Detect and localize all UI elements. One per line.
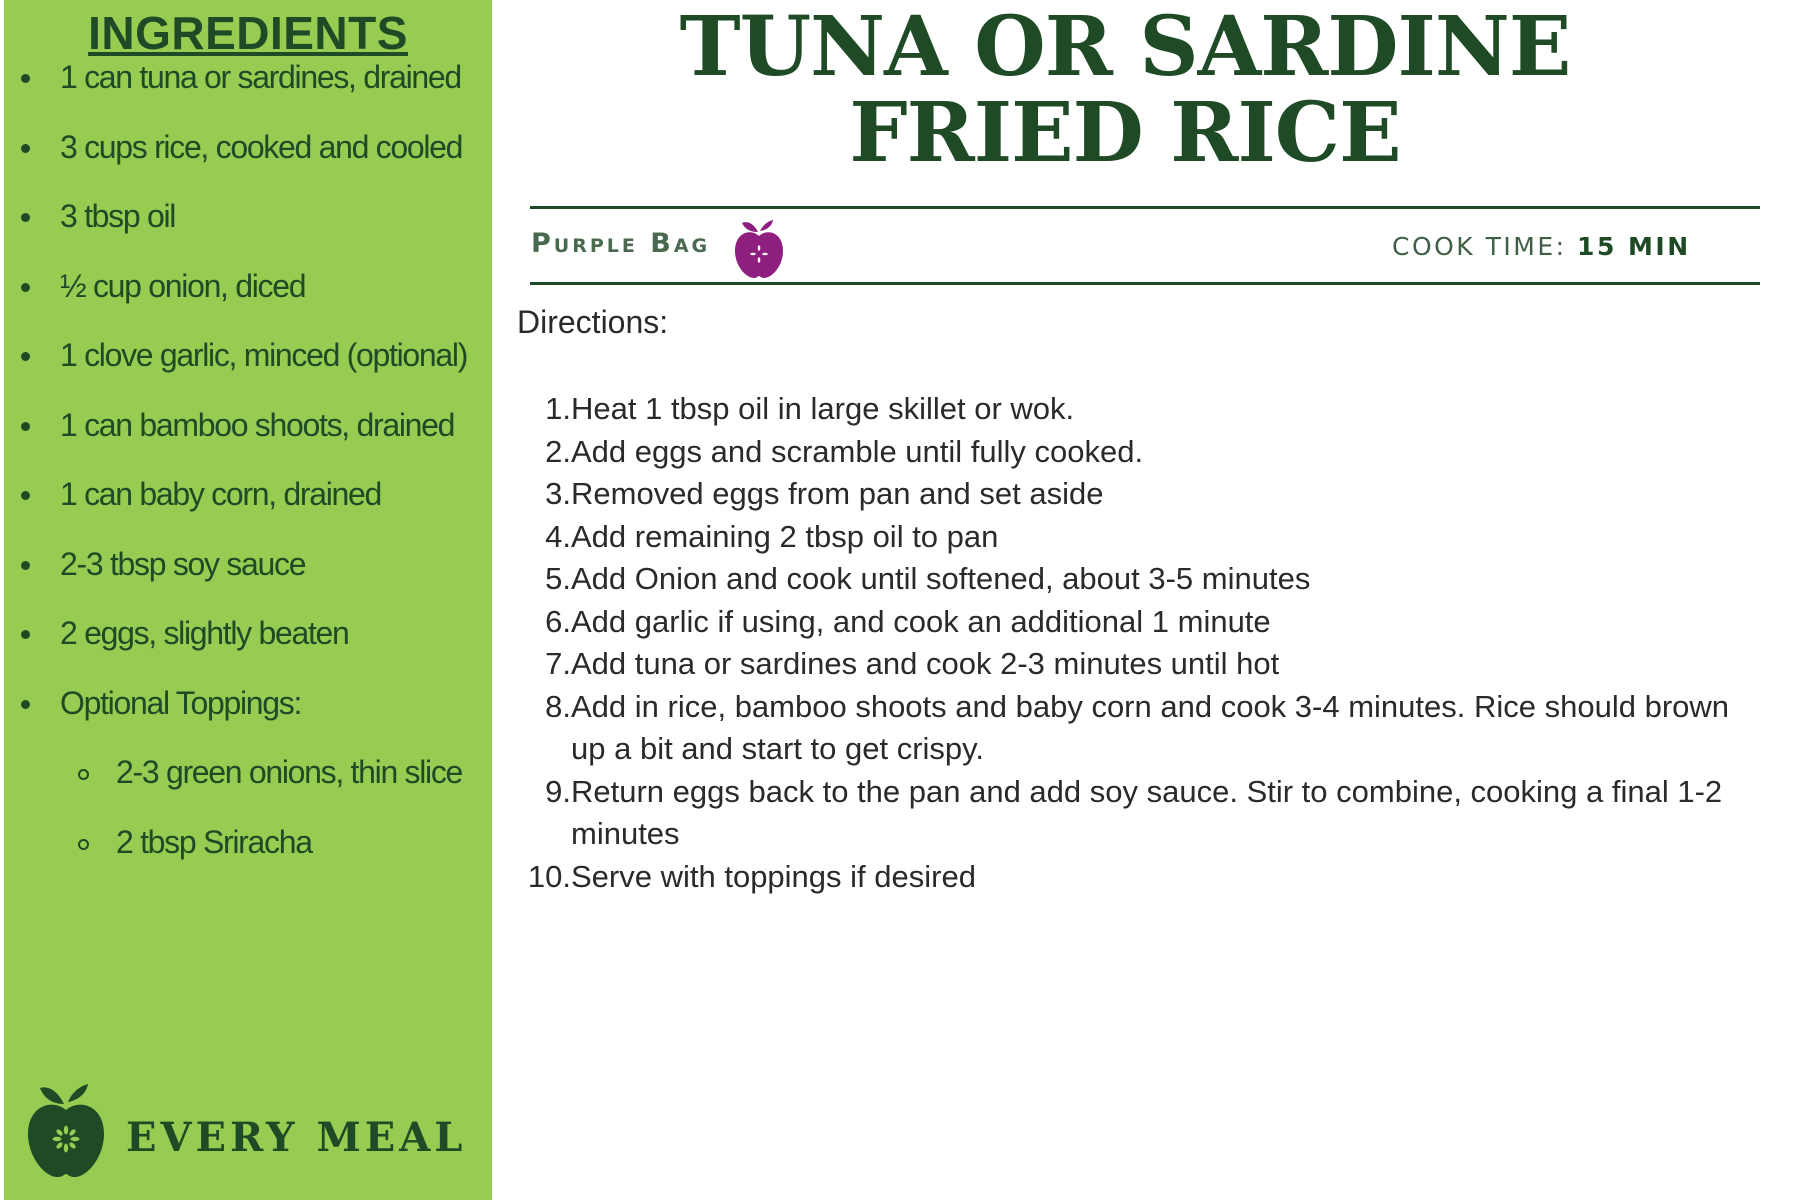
ingredient-item: 1 clove garlic, minced (optional)	[4, 324, 492, 394]
direction-step	[517, 601, 1757, 644]
ingredient-item: ½ cup onion, diced	[4, 255, 492, 325]
directions-heading: Directions:	[517, 304, 669, 340]
ingredient-item-optional-toppings: Optional Toppings:	[4, 672, 492, 742]
ingredient-item: 1 can tuna or sardines, drained	[4, 46, 492, 116]
direction-step	[517, 558, 1757, 601]
step-text: Add garlic if using, and cook an additional 1 minute	[571, 603, 1271, 639]
ingredient-item: 1 can bamboo shoots, drained	[4, 394, 492, 464]
directions-list	[517, 388, 1757, 898]
ingredients-panel	[4, 0, 492, 1200]
step-number: 8.	[545, 688, 571, 724]
step-text: Add Onion and cook until softened, about 3-5 minutes	[571, 561, 1311, 596]
step-number: 9.	[545, 773, 571, 809]
topping-item: 2 tbsp Sriracha	[4, 811, 492, 881]
step-text: Add remaining 2 tbsp oil to pan	[571, 518, 999, 554]
divider-top	[530, 206, 1760, 209]
step-text: Removed eggs from pan and set aside	[571, 476, 1104, 511]
bag-label: Purple Bag	[531, 228, 711, 259]
recipe-title	[560, 0, 1690, 181]
direction-step	[517, 388, 1757, 431]
direction-step	[517, 516, 1757, 559]
ingredient-item: 3 cups rice, cooked and cooled	[4, 116, 492, 186]
step-text: Add eggs and scramble until fully cooked.	[571, 433, 1144, 469]
step-number: 10.	[527, 858, 571, 894]
step-text: Return eggs back to the pan and add soy sauce. Stir to combine, cooking a final 1-2 minutes	[571, 773, 1723, 851]
step-text: Heat 1 tbsp oil in large skillet or wok.	[571, 391, 1075, 426]
step-number: 4.	[545, 518, 571, 554]
purple-apple-icon	[734, 219, 784, 279]
apple-logo-icon	[26, 1082, 106, 1180]
ingredients-list	[4, 46, 492, 880]
ingredients-heading: INGREDIENTS	[88, 7, 408, 59]
step-number: 2.	[545, 433, 571, 469]
direction-step	[517, 771, 1757, 856]
direction-step	[517, 473, 1757, 516]
recipe-title-line-2: FRIED RICE	[849, 85, 1401, 181]
direction-step	[517, 856, 1757, 899]
ingredient-item: 2 eggs, slightly beaten	[4, 602, 492, 672]
step-number: 6.	[545, 603, 571, 639]
step-number: 5.	[545, 561, 571, 596]
ingredient-item: 2-3 tbsp soy sauce	[4, 533, 492, 603]
direction-step	[517, 643, 1757, 686]
topping-item: 2-3 green onions, thin slice	[4, 741, 492, 811]
ingredient-item: 1 can baby corn, drained	[4, 463, 492, 533]
step-number: 1.	[545, 391, 571, 426]
direction-step	[517, 686, 1757, 771]
step-text: Serve with toppings if desired	[571, 858, 976, 894]
brand-logo	[22, 1082, 482, 1182]
cook-time-value: 15 MIN	[1577, 232, 1691, 261]
step-text: Add tuna or sardines and cook 2-3 minutes until hot	[571, 646, 1280, 681]
step-number: 3.	[545, 476, 571, 511]
direction-step	[517, 431, 1757, 474]
divider-bottom	[530, 282, 1760, 285]
recipe-title-line-1: TUNA OR SARDINE	[679, 0, 1571, 95]
ingredient-item: 3 tbsp oil	[4, 185, 492, 255]
step-number: 7.	[545, 646, 571, 681]
cook-time-label: COOK TIME:	[1392, 232, 1567, 261]
step-text: Add in rice, bamboo shoots and baby corn and cook 3-4 minutes. Rice should brown up a bit and start to get crispy.	[571, 688, 1730, 766]
cook-time	[1392, 232, 1691, 261]
brand-name: EVERY MEAL	[126, 1114, 467, 1161]
